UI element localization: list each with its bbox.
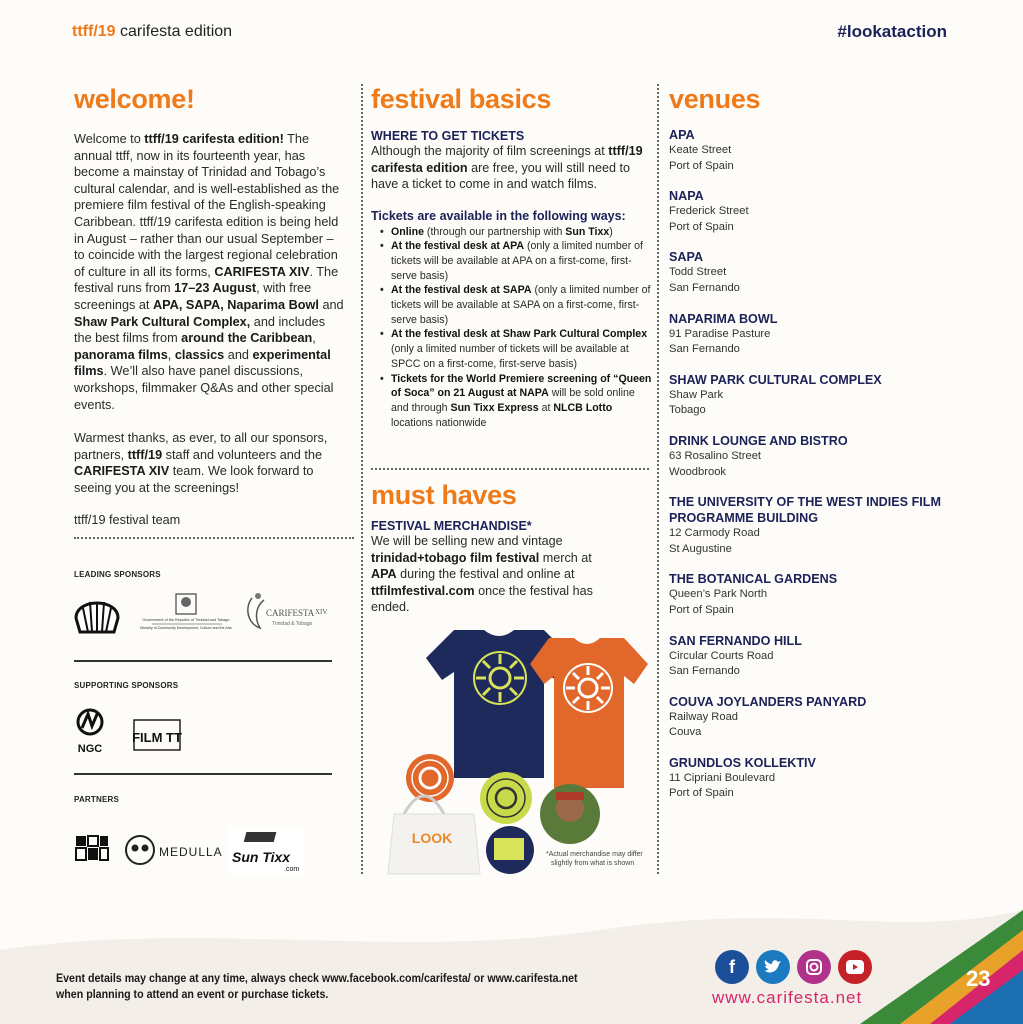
ticket-way-item: • At the festival desk at SAPA (only a limited number of tickets will be available at SAPA on a first-come, first-serve basis) xyxy=(380,283,653,327)
venues-column xyxy=(669,84,959,816)
welcome-signoff: ttff/19 festival team xyxy=(74,513,181,528)
venue-list xyxy=(669,127,959,802)
merch-disclaimer-line1: *Actual merchandise may differ xyxy=(546,851,643,858)
venue-name: SAPA xyxy=(669,250,704,265)
venue-item xyxy=(669,494,959,557)
venue-address-line: San Fernando xyxy=(669,343,740,356)
venue-item xyxy=(669,694,959,741)
venue-address-line: Shaw Park xyxy=(669,388,724,401)
suntixx-logo xyxy=(228,828,304,874)
photo-badge xyxy=(540,784,600,844)
header-hashtag: #lookataction xyxy=(837,22,947,41)
medulla-logo xyxy=(126,836,223,864)
sponsor-divider xyxy=(74,773,332,775)
ngc-logo xyxy=(78,710,103,755)
government-logo xyxy=(140,594,232,630)
carifesta-url[interactable]: www.carifesta.net xyxy=(712,988,863,1007)
page-number: 23 xyxy=(966,966,991,991)
merch-disclaimer-line2: slightly from what is shown xyxy=(551,860,635,867)
filmtt-logo-text: FILM TT xyxy=(132,730,182,745)
venue-address-line: Port of Spain xyxy=(669,220,734,233)
must-haves-title: must haves xyxy=(371,480,517,510)
venue-address-line: Tobago xyxy=(669,404,706,417)
yellow-badge xyxy=(480,772,532,824)
venue-address-line: 63 Rosalino Street xyxy=(669,449,762,462)
venue-item xyxy=(669,571,959,618)
leading-sponsors-logos xyxy=(72,588,332,640)
venue-name: COUVA JOYLANDERS PANYARD xyxy=(669,694,867,709)
orange-tshirt xyxy=(530,638,648,788)
venue-item xyxy=(669,433,959,480)
venue-address-line: Frederick Street xyxy=(669,205,749,218)
venues-title: venues xyxy=(669,84,761,114)
ticket-way-item: • At the festival desk at APA (only a limited number of tickets will be available at APA on a first-come, first-serve basis) xyxy=(380,239,653,283)
partners-logos xyxy=(72,826,312,876)
ngc-logo-text: NGC xyxy=(77,743,103,755)
venue-item xyxy=(669,188,959,235)
venue-name: SHAW PARK CULTURAL COMPLEX xyxy=(669,372,882,387)
shell-logo xyxy=(76,602,118,632)
venue-address-line: 91 Paradise Pasture xyxy=(669,327,771,340)
facebook-icon[interactable]: f xyxy=(715,950,749,984)
welcome-divider xyxy=(74,537,354,539)
venue-address-line: 12 Carmody Road xyxy=(669,527,760,540)
column-divider xyxy=(657,84,659,874)
carifesta-logo-sub: Trinidad & Tobago xyxy=(272,621,313,627)
venue-name: THE UNIVERSITY OF THE WEST INDIES FILM PROGRAMME BUILDING xyxy=(669,495,941,526)
venue-address-line: Port of Spain xyxy=(669,603,734,616)
venue-address-line: Queen’s Park North xyxy=(669,588,768,601)
venue-name: SAN FERNANDO HILL xyxy=(669,633,802,648)
column-divider xyxy=(361,84,363,874)
welcome-column xyxy=(74,84,344,529)
merch-description: We will be selling new and vintage trinidad+tobago film festival merch at APA during the festival and online at ttfilmfestival.com once the festival has ended. xyxy=(371,534,593,614)
venue-address-line: Woodbrook xyxy=(669,465,727,478)
where-tickets-heading: WHERE TO GET TICKETS xyxy=(371,129,525,143)
ticket-way-item: • At the festival desk at Shaw Park Cultural Complex (only a limited number of tickets will be available at SPCC on a first-come, first-serve basis) xyxy=(380,327,653,371)
tote-bag-text: LOOK xyxy=(411,830,453,846)
ticket-ways-heading: Tickets are available in the following ways: xyxy=(371,208,626,223)
venue-item xyxy=(669,755,959,802)
venue-address-line: Keate Street xyxy=(669,144,732,156)
venue-address-line: Couva xyxy=(669,726,702,739)
venue-address-line: St Augustine xyxy=(669,542,732,555)
header-brand xyxy=(72,23,232,41)
venue-name: NAPARIMA BOWL xyxy=(669,311,778,326)
venue-item xyxy=(669,633,959,680)
navy-badge xyxy=(486,826,534,874)
partners-label: PARTNERS xyxy=(74,795,120,804)
venue-item xyxy=(669,127,959,174)
ticket-ways-list xyxy=(371,225,653,431)
venue-name: APA xyxy=(669,128,695,142)
suntixx-logo-com: .com xyxy=(284,866,300,873)
welcome-thanks-paragraph: Warmest thanks, as ever, to all our sponsors, partners, ttff/19 staff and volunteers and the CARIFESTA XIV team. We look forward to seeing you at the screenings! xyxy=(74,431,328,495)
welcome-paragraph: Welcome to ttff/19 carifesta edition! The annual ttff, now in its fourteenth year, has become a mainstay of Trinidad and Tobago’s cultural calendar, and is well-established as the premiere film festival of the English-speaking Caribbean. ttff/19 carifesta edition is being held in August – rather than our usual September – to coincide with the largest regional celebration of culture in all its forms, CARIFESTA XIV. The festival runs from 17–23 August, with free screenings at APA, SAPA, Naparima Bowl and Shaw Park Cultural Complex, and includes the best films from around the Caribbean, panorama films, classics and experimental films. We’ll also have panel discussions, workshops, filmmaker Q&As and other special events. xyxy=(74,132,344,412)
carifesta-logo-num: XIV xyxy=(315,608,328,616)
sponsor-divider xyxy=(74,660,332,662)
venue-address-line: San Fernando xyxy=(669,665,740,678)
festival-basics-column xyxy=(371,84,653,430)
header-brand-bold: ttff/19 xyxy=(72,23,116,40)
basics-divider xyxy=(371,468,649,470)
footer-notice: Event details may change at any time, always check www.facebook.com/carifesta/ or www.carifesta.net when planning to attend an event or purchase tickets. xyxy=(56,971,578,1001)
venue-address-line: Circular Courts Road xyxy=(669,649,774,662)
venue-name: NAPA xyxy=(669,189,704,204)
tote-bag xyxy=(388,796,480,874)
venue-address-line: Railway Road xyxy=(669,710,739,723)
venue-item xyxy=(669,372,959,419)
header-brand-rest: carifesta edition xyxy=(115,23,233,40)
venue-address-line: 11 Cipriani Boulevard xyxy=(669,771,776,784)
must-haves-section xyxy=(371,480,653,616)
welcome-title: welcome! xyxy=(74,84,195,114)
venue-name: DRINK LOUNGE AND BISTRO xyxy=(669,433,848,448)
twitter-icon[interactable] xyxy=(756,950,790,984)
merchandise-image xyxy=(384,628,654,876)
festival-basics-title: festival basics xyxy=(371,84,552,114)
ticket-way-item: • Online (through our partnership with Sun Tixx) xyxy=(380,225,653,240)
venue-address-line: Port of Spain xyxy=(669,787,734,800)
orange-badge xyxy=(406,754,454,802)
filmtt-logo xyxy=(132,720,182,750)
footer-background xyxy=(0,880,1023,1024)
venue-item xyxy=(669,249,959,296)
ticket-way-item: • Tickets for the World Premiere screening of “Queen of Soca” on 21 August at NAPA will be sold online and through Sun Tixx Express at NLCB Lotto locations nationwide xyxy=(380,372,653,431)
youtube-icon[interactable] xyxy=(838,950,872,984)
partner-logo-squares xyxy=(76,836,108,860)
venue-address-line: San Fernando xyxy=(669,281,740,294)
suntixx-logo-text: Sun Tixx xyxy=(232,849,291,865)
instagram-icon[interactable] xyxy=(797,950,831,984)
gov-line2: Ministry of Community Development, Culture and the Arts xyxy=(140,626,232,630)
venue-name: THE BOTANICAL GARDENS xyxy=(669,572,838,587)
venue-name: GRUNDLOS KOLLEKTIV xyxy=(669,755,816,770)
venue-address-line: Todd Street xyxy=(669,266,727,279)
venue-address-line: Port of Spain xyxy=(669,159,734,172)
supporting-sponsors-label: SUPPORTING SPONSORS xyxy=(74,681,179,690)
carifesta-logo-text: CARIFESTA xyxy=(266,608,315,618)
merch-heading: FESTIVAL MERCHANDISE* xyxy=(371,519,532,533)
leading-sponsors-label: LEADING SPONSORS xyxy=(74,570,161,579)
medulla-logo-text: MEDULLA xyxy=(159,845,223,859)
supporting-sponsors-logos xyxy=(74,702,204,756)
tickets-intro: Although the majority of film screenings at ttff/19 carifesta edition are free, you will still need to have a ticket to come in and watch films. xyxy=(371,144,643,191)
venue-item xyxy=(669,311,959,358)
carifesta-logo xyxy=(248,593,328,628)
gov-line1: Government of the Republic of Trinidad and Tobago xyxy=(142,618,230,622)
